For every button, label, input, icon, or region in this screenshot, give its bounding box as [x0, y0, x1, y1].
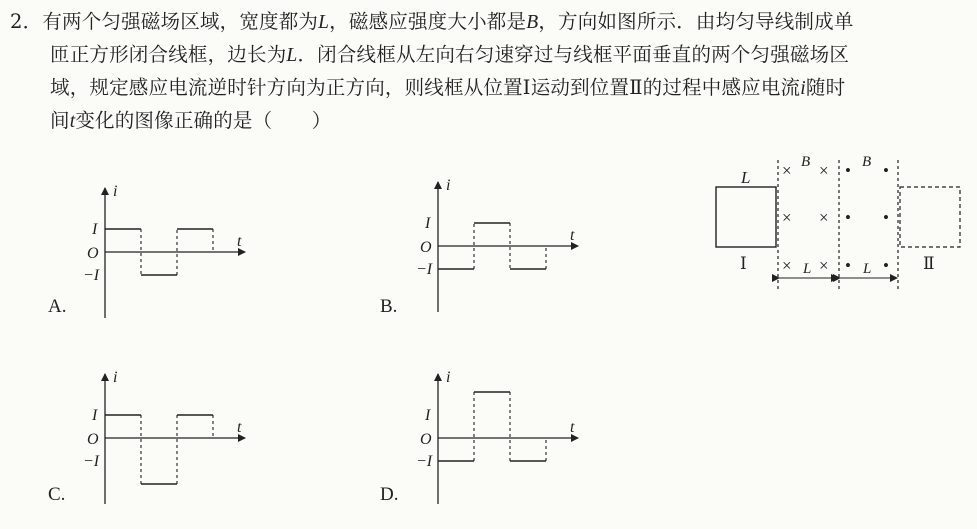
option-c-i-label: i	[113, 369, 118, 386]
option-c-label[interactable]: C.	[48, 484, 66, 505]
option-b-I-tick: I	[425, 215, 431, 232]
cross-mark: ×	[782, 161, 792, 180]
option-a-origin-label: O	[87, 245, 99, 262]
question-line-2: 匝正方形闭合线框，边长为L．闭合线框从左向右匀速穿过与线框平面垂直的两个匀强磁场区	[50, 43, 850, 66]
option-d-t-label: t	[570, 419, 575, 436]
dot-mark: •	[845, 208, 851, 227]
option-c-t-label: t	[237, 419, 242, 436]
option-b-negI-tick: −I	[416, 261, 433, 278]
option-c-I-tick: I	[92, 407, 98, 424]
option-c-negI-tick: −I	[83, 453, 100, 470]
option-b-label[interactable]: B.	[380, 296, 398, 317]
option-a-i-label: i	[113, 183, 118, 200]
cross-mark: ×	[819, 256, 829, 275]
option-a-label[interactable]: A.	[48, 296, 67, 317]
option-c-origin-label: O	[87, 431, 99, 448]
dimension-label-2: L	[863, 261, 872, 277]
dimension-label-1: L	[803, 261, 812, 277]
position-2-label: Ⅱ	[923, 254, 935, 273]
option-b-t-label: t	[570, 227, 575, 244]
dot-mark: •	[883, 256, 889, 275]
cross-mark: ×	[782, 208, 792, 227]
dot-mark: •	[883, 161, 889, 180]
cross-mark: ×	[819, 208, 829, 227]
option-d-origin-label: O	[420, 431, 432, 448]
option-d-i-label: i	[446, 369, 451, 386]
frame-side-label: L	[741, 168, 751, 187]
question-line-4: 间t变化的图像正确的是（ ）	[50, 109, 332, 132]
question-line-1: 2．有两个匀强磁场区域，宽度都为L，磁感应强度大小都是B，方向如图所示．由均匀导线制成单	[10, 10, 854, 33]
field-1-label: B	[801, 154, 811, 170]
cross-mark: ×	[782, 256, 792, 275]
dot-mark: •	[883, 208, 889, 227]
option-b-i-label: i	[446, 177, 451, 194]
option-d-label[interactable]: D.	[380, 484, 399, 505]
option-a-negI-tick: −I	[83, 267, 100, 284]
field-2-label: B	[862, 154, 872, 170]
question-line-3: 域，规定感应电流逆时针方向为正方向，则线框从位置Ⅰ运动到位置Ⅱ的过程中感应电流i随时	[50, 76, 846, 99]
option-a-t-label: t	[237, 233, 242, 250]
option-b-origin-label: O	[420, 239, 432, 256]
position-1-label: Ⅰ	[740, 254, 747, 273]
frame-position-1	[716, 187, 776, 247]
cross-mark: ×	[819, 161, 829, 180]
option-d-I-tick: I	[425, 407, 431, 424]
option-d-negI-tick: −I	[416, 453, 433, 470]
dot-mark: •	[845, 161, 851, 180]
dot-mark: •	[845, 256, 851, 275]
option-a-I-tick: I	[92, 221, 98, 238]
frame-position-2	[900, 187, 960, 247]
